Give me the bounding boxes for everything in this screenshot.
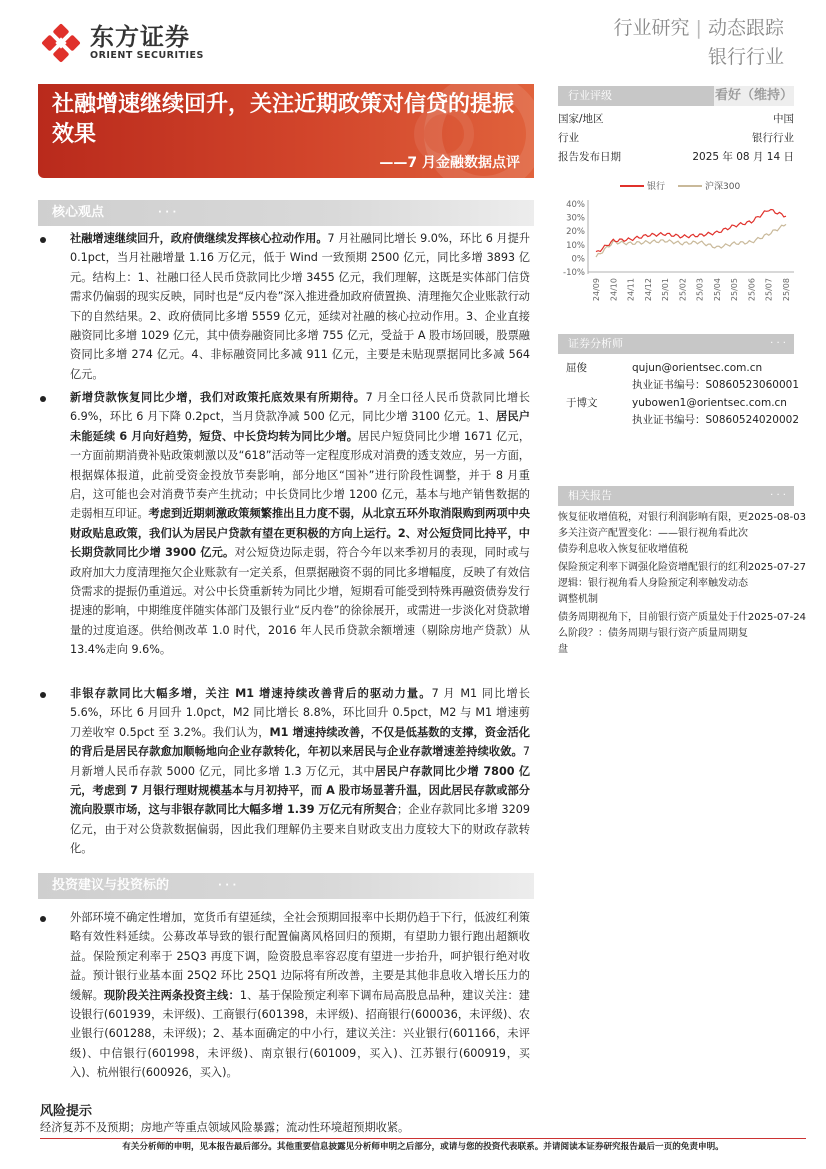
brand-logo <box>40 22 204 64</box>
info-value: 2025 年 08 月 14 日 <box>692 151 794 163</box>
rating-row <box>558 86 794 106</box>
logo-mark-icon <box>40 22 82 64</box>
performance-chart-svg <box>558 176 798 312</box>
series-line <box>596 210 786 252</box>
rating-value: 看好（维持） <box>714 86 794 106</box>
legend-label: 银行 <box>647 182 666 192</box>
y-tick-label: -10% <box>563 268 585 278</box>
report-title: 社融增速继续回升，关注近期政策对信贷的提振效果 <box>52 92 515 147</box>
analysts-section <box>558 334 794 354</box>
info-row <box>558 110 794 128</box>
info-key: 报告发布日期 <box>558 151 621 163</box>
performance-chart <box>558 176 798 312</box>
related-report-date: 2025-08-03 <box>747 512 806 523</box>
related-report-date: 2025-07-27 <box>747 562 806 573</box>
info-row <box>558 129 794 147</box>
bullet-icon <box>40 916 46 922</box>
invest-header: 投资建议与投资标的 · · · <box>38 873 534 899</box>
disclaimer-footer: 有关分析师的申明，见本报告最后部分。其他重要信息披露见分析师申明之后部分，或请与您的投资代表联系。并请阅读本证券研究报告最后一页的免责申明。 <box>40 1138 806 1154</box>
x-tick-label: 25/05 <box>730 278 740 302</box>
analyst-cert: 执业证书编号：S0860523060001 <box>632 379 800 391</box>
info-value: 银行行业 <box>752 132 794 144</box>
report-subtitle: ——7 月金融数据点评 <box>379 155 520 171</box>
related-report-item[interactable] <box>558 610 806 658</box>
paragraph-investment: 外部环境不确定性增加，宽货币有望延续，全社会预期回报率中长期仍趋于下行，低波红利策略有效性料延续。公募改革导致的银行配置偏离风格回归的预期，有望助力银行跑出超额收益。保险预定利率于 25Q3 再度下调，险资股息率容忍度有望进一步抬升，呵护银行绝对收益。预计银行业基本面 25Q2 环比 25Q1 边际将有所改善，主要是其他非息收入增长压力的缓解。现阶段关注两条投资主线：1、基于保险预定利率下调布局高股息品种，建议关注：建设银行(601939，未评级)、工商银行(601398，未评级)、招商银行(600036，未评级)、农业银行(601288，未评级)；2、基本面确定的中小行，建议关注：兴业银行(601166，未评级)、中信银行(601998，未评级)、南京银行(601009，买入)、江苏银行(600919，买入)、杭州银行(600926，买入)。 <box>70 911 530 1080</box>
y-tick-label: 40% <box>566 200 585 210</box>
x-tick-label: 24/10 <box>609 278 619 302</box>
x-tick-label: 25/03 <box>695 278 705 302</box>
x-tick-label: 24/11 <box>626 278 636 302</box>
legend-label: 沪深300 <box>705 182 741 192</box>
analyst-name: 屈俊 <box>566 362 587 374</box>
bullet-icon <box>40 692 46 698</box>
x-tick-label: 25/06 <box>747 278 757 302</box>
risk-title: 风险提示 <box>40 1104 93 1119</box>
related-report-title[interactable]: 保险预定利率下调强化险资增配银行的红利逻辑：银行视角看人身险预定利率触发动态调整机制 <box>558 562 748 605</box>
info-key: 国家/地区 <box>558 113 604 125</box>
info-value: 中国 <box>773 113 794 125</box>
x-tick-label: 25/01 <box>661 278 671 302</box>
core-view-header: 核心观点 · · · <box>38 200 534 226</box>
related-header: 相关报告 · · · <box>558 486 794 506</box>
related-report-title[interactable]: 恢复征收增值税，对银行利润影响有限，更多关注资产配置变化：——银行视角看此次债券利息收入恢复征收增值税 <box>558 512 748 555</box>
x-tick-label: 25/08 <box>782 278 791 302</box>
x-tick-label: 25/07 <box>764 278 774 302</box>
industry-label: 银行行业 <box>707 46 784 68</box>
related-report-item[interactable] <box>558 510 806 558</box>
analysts-header: 证券分析师 · · · <box>558 334 794 354</box>
rating-label: 行业评级 <box>568 89 612 102</box>
y-tick-label: 20% <box>566 227 585 238</box>
related-report-title[interactable]: 债务周期视角下，目前银行资产质量处于什么阶段？：债务周期与银行资产质量周期复盘 <box>558 612 748 655</box>
related-report-date: 2025-07-24 <box>747 612 806 623</box>
x-tick-label: 25/02 <box>678 278 688 302</box>
x-tick-label: 25/04 <box>712 278 722 302</box>
analyst-email[interactable]: qujun@orientsec.com.cn <box>632 362 763 374</box>
paragraph-loans: 新增贷款恢复同比少增，我们对政策托底效果有所期待。7 月全口径人民币贷款同比增长 6.9%，环比 6 月下降 0.2pct，当月贷款净减 500 亿元，同比少增 3100 亿元。1、居民户未能延续 6 月向好趋势，短贷、中长贷均转为同比少增。居民户短贷同比少增 1671 亿元，一方面前期消费补贴政策刺激以及“618”活动等一定程度形成对消费的透支效应，另一方面，根据媒体报道，此前受资金投放节奏影响，部分地区“国补”进行阶段性调整，并于 8 月重启，这可能也会对消费节奏产生扰动；中长贷同比少增 1200 亿元，基本与地产销售数据的走弱相互印证。考虑到近期刺激政策频繁推出且力度不弱，从北京五环外取消限购到两项中央财政贴息政策，我们认为居民户贷款有望在更积极的方向上运行。2、对公短贷同比持平，中长期贷款同比少增 3900 亿元。对公短贷边际走弱，符合今年以来季初月的表现，同时或与政府加大力度清理拖欠企业账款有一定关系，但票据融资不弱的同比多增幅度，反映了有效信贷需求的提振仍重道远。对公中长贷重新转为同比少增，短期看可能受到特殊再融资债券发行提速的影响，中期维度伴随实体部门及银行业“反内卷”的徐徐展开，或需进一步淡化对贷款增量的过度追逐。供给侧改革 1.0 时代，2016 年人民币贷款余额增速（剔除房地产贷款）从 13.4%走向 9.6%。 <box>70 391 531 657</box>
risk-text: 经济复苏不及预期；房地产等重点领域风险暴露；流动性环境超预期收紧。 <box>40 1121 410 1134</box>
info-key: 行业 <box>558 132 579 144</box>
info-row <box>558 148 794 166</box>
bullet-icon <box>40 396 46 402</box>
brand-name-en: ORIENT SECURITIES <box>90 50 204 61</box>
report-type: 行业研究 <box>613 17 690 39</box>
related-section <box>558 486 794 506</box>
report-category: 行业研究 | 动态跟踪 银行行业 <box>613 14 784 72</box>
x-tick-label: 24/12 <box>643 278 653 302</box>
report-subtype: 动态跟踪 <box>707 17 784 39</box>
paragraph-deposits: 非银存款同比大幅多增，关注 M1 增速持续改善背后的驱动力量。7 月 M1 同比增长 5.6%，环比 6 月回升 1.0pct，M2 同比增长 8.8%，环比回升 0.5pct，M2 与 M1 增速剪刀差收窄 0.5pct 至 3.2%。我们认为，M1 增速持续改善，不仅是低基数的支撑，资金活化的背后是居民存款愈加顺畅地向企业存款转化，年初以来居民与企业存款增速差持续收敛。7 月新增人民币存款 5000 亿元，同比多增 1.3 万亿元，其中居民户存款同比少增 7800 亿元，考虑到 7 月银行理财规模基本与月初持平，而 A 股市场显著升温，因此居民存款或部分流向股票市场，这与非银存款同比大幅多增 1.39 万亿元有所契合；企业存款同比多增 3209 亿元，由于对公贷款数据偏弱，因此我们理解仍主要来自财政支出力度较大下的财政存款转化。 <box>70 687 530 856</box>
x-tick-label: 24/09 <box>592 278 601 302</box>
brand-name-cn: 东方证券 <box>90 23 190 51</box>
analyst-name: 于博文 <box>566 397 598 409</box>
title-banner <box>38 84 534 178</box>
y-tick-label: 0% <box>571 254 585 265</box>
y-tick-label: 30% <box>566 213 585 224</box>
related-report-item[interactable] <box>558 560 806 608</box>
bullet-icon <box>40 237 46 243</box>
paragraph-social-financing: 社融增速继续回升，政府债继续发挥核心拉动作用。7 月社融同比增长 9.0%，环比 6 月提升 0.1pct，当月社融增量 1.16 万亿元，低于 Wind 一致预期 2500 亿元，同比多增 3893 亿元。结构上：1、社融口径人民币贷款同比少增 3455 亿元，我们理解，这既是实体部门信贷需求仍偏弱的现实反映，同时也是“反内卷”深入推进叠加政府债置换、清理拖欠企业账款行动下的自然结果。2、政府债同比多增 5559 亿元，延续对社融的核心拉动作用。3、企业直接融资同比多增 1029 亿元，其中债券融资同比多增 755 亿元，受益于 A 股市场回暖，股票融资同比多增 274 亿元。4、非标融资同比多减 911 亿元，主要是未贴现票据同比多减 564 亿元。 <box>70 232 530 381</box>
analyst-cert: 执业证书编号：S0860524020002 <box>632 414 800 426</box>
y-tick-label: 10% <box>566 240 585 251</box>
analyst-email[interactable]: yubowen1@orientsec.com.cn <box>632 397 787 409</box>
